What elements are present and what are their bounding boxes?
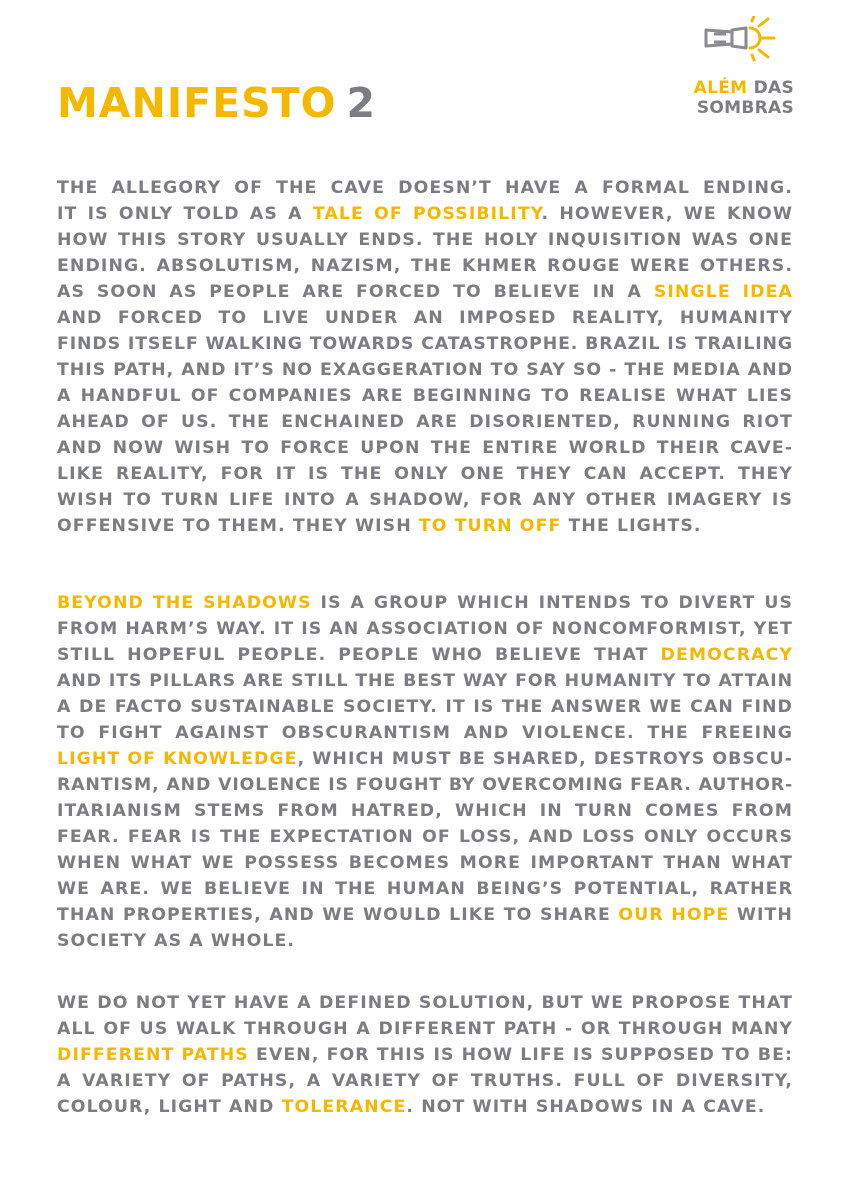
title-word: MANIFESTO	[57, 79, 337, 127]
paragraph-3	[57, 990, 793, 1120]
logo-text	[680, 78, 794, 118]
highlight-phrase: TALE OF POSSIBILITY	[312, 204, 542, 224]
text-line	[57, 928, 793, 954]
text-segment: AS SOON AS PEOPLE ARE FORCED TO BELIEVE IN A	[57, 282, 654, 302]
text-segment: COLOUR, LIGHT AND	[57, 1097, 282, 1117]
highlight-phrase: TOLERANCE	[281, 1097, 407, 1117]
text-segment: TO FIGHT AGAINST OBSCURANTISM AND VIOLENCE. THE FREEING	[57, 723, 793, 743]
paragraph-1	[57, 175, 793, 539]
text-line	[57, 772, 793, 798]
text-segment: FEAR. FEAR IS THE EXPECTATION OF LOSS, AND LOSS ONLY OCCURS	[57, 827, 793, 847]
text-line	[57, 1068, 793, 1094]
text-line	[57, 227, 793, 253]
text-line	[57, 746, 793, 772]
title-number: 2	[346, 79, 376, 127]
text-line	[57, 902, 793, 928]
text-line	[57, 616, 793, 642]
text-segment: IS A GROUP WHICH INTENDS TO DIVERT US	[311, 593, 793, 613]
text-segment: AND FORCED TO LIVE UNDER AN IMPOSED REALITY, HUMANITY	[57, 308, 793, 328]
logo-line-2: SOMBRAS	[696, 98, 794, 118]
text-segment: A HANDFUL OF COMPANIES ARE BEGINNING TO REALISE WHAT LIES	[57, 386, 793, 406]
text-segment: STILL HOPEFUL PEOPLE. PEOPLE WHO BELIEVE THAT	[57, 645, 661, 665]
text-segment: . NOT WITH SHADOWS IN A CAVE.	[406, 1097, 766, 1117]
text-segment: THE LIGHTS.	[561, 516, 702, 536]
text-line	[57, 305, 793, 331]
lantern-icon	[702, 16, 794, 62]
text-segment: WE ARE. WE BELIEVE IN THE HUMAN BEING’S POTENTIAL, RATHER	[57, 879, 793, 899]
text-line	[57, 990, 793, 1016]
highlight-phrase: DIFFERENT PATHS	[57, 1045, 249, 1065]
text-segment: WE DO NOT YET HAVE A DEFINED SOLUTION, BUT WE PROPOSE THAT	[57, 993, 793, 1013]
text-segment: WISH TO TURN LIFE INTO A SHADOW, FOR ANY OTHER IMAGERY IS	[57, 490, 793, 510]
text-segment: ITARIANISM STEMS FROM HATRED, WHICH IN TURN COMES FROM	[57, 801, 793, 821]
text-line	[57, 590, 793, 616]
text-segment: ALL OF US WALK THROUGH A DIFFERENT PATH - OR THROUGH MANY	[57, 1019, 793, 1039]
text-line	[57, 435, 793, 461]
highlight-phrase: SINGLE IDEA	[653, 282, 793, 302]
text-segment: FINDS ITSELF WALKING TOWARDS CATASTROPHE. BRAZIL IS TRAILING	[57, 334, 793, 354]
text-line	[57, 253, 793, 279]
text-segment: FROM HARM’S WAY. IT IS AN ASSOCIATION OF NONCOMFORMIST, YET	[57, 619, 793, 639]
text-line	[57, 201, 793, 227]
text-segment: AND ITS PILLARS ARE STILL THE BEST WAY FOR HUMANITY TO ATTAIN	[57, 671, 793, 691]
text-line	[57, 694, 793, 720]
text-segment: ENDING. ABSOLUTISM, NAZISM, THE KHMER ROUGE WERE OTHERS.	[57, 256, 793, 276]
text-line	[57, 279, 793, 305]
text-segment: AND NOW WISH TO FORCE UPON THE ENTIRE WORLD THEIR CAVE-	[57, 438, 793, 458]
text-line	[57, 461, 793, 487]
text-segment: EVEN, FOR THIS IS HOW LIFE IS SUPPOSED TO BE:	[248, 1045, 793, 1065]
text-segment: HOW THIS STORY USUALLY ENDS. THE HOLY INQUISITION WAS ONE	[57, 230, 793, 250]
text-line	[57, 175, 793, 201]
text-segment: OFFENSIVE TO THEM. THEY WISH	[57, 516, 419, 536]
text-line	[57, 798, 793, 824]
text-segment: AHEAD OF US. THE ENCHAINED ARE DISORIENTED, RUNNING RIOT	[57, 412, 793, 432]
text-line	[57, 409, 793, 435]
text-line	[57, 824, 793, 850]
highlight-phrase: OUR HOPE	[618, 905, 730, 925]
highlight-phrase: DEMOCRACY	[660, 645, 793, 665]
text-line	[57, 487, 793, 513]
text-segment: . HOWEVER, WE KNOW	[541, 204, 794, 224]
text-segment: SOCIETY AS A WHOLE.	[57, 931, 296, 951]
text-segment: THIS PATH, AND IT’S NO EXAGGERATION TO SAY SO - THE MEDIA AND	[57, 360, 793, 380]
text-segment: RANTISM, AND VIOLENCE IS FOUGHT BY OVERCOMING FEAR. AUTHOR-	[57, 775, 793, 795]
text-line	[57, 357, 793, 383]
text-segment: THAN PROPERTIES, AND WE WOULD LIKE TO SHARE	[57, 905, 619, 925]
text-segment: A VARIETY OF PATHS, A VARIETY OF TRUTHS. FULL OF DIVERSITY,	[57, 1071, 793, 1091]
logo	[680, 16, 796, 121]
text-line	[57, 850, 793, 876]
page-title	[57, 78, 376, 128]
text-line	[57, 1042, 793, 1068]
text-line	[57, 720, 793, 746]
logo-word-das: DAS	[753, 78, 794, 98]
highlight-phrase: TO TURN OFF	[418, 516, 562, 536]
logo-line-1	[680, 78, 794, 98]
highlight-phrase: LIGHT OF KNOWLEDGE	[57, 749, 298, 769]
text-line	[57, 331, 793, 357]
paragraph-2	[57, 590, 793, 954]
text-segment: WHEN WHAT WE POSSESS BECOMES MORE IMPORTANT THAN WHAT	[57, 853, 793, 873]
text-segment: LIKE REALITY, FOR IT IS THE ONLY ONE THEY CAN ACCEPT. THEY	[57, 464, 793, 484]
text-segment: , WHICH MUST BE SHARED, DESTROYS OBSCU-	[297, 749, 793, 769]
highlight-phrase: BEYOND THE SHADOWS	[57, 593, 312, 613]
text-segment: THE ALLEGORY OF THE CAVE DOESN’T HAVE A FORMAL ENDING.	[57, 178, 793, 198]
text-line	[57, 513, 793, 539]
text-line	[57, 383, 793, 409]
logo-word-alem: ALÉM	[693, 78, 748, 98]
text-line	[57, 1094, 793, 1120]
text-line	[57, 1016, 793, 1042]
text-segment: WITH	[729, 905, 793, 925]
text-line	[57, 642, 793, 668]
text-line	[57, 876, 793, 902]
text-segment: IT IS ONLY TOLD AS A	[57, 204, 313, 224]
text-segment: A DE FACTO SUSTAINABLE SOCIETY. IT IS THE ANSWER WE CAN FIND	[57, 697, 793, 717]
text-line	[57, 668, 793, 694]
